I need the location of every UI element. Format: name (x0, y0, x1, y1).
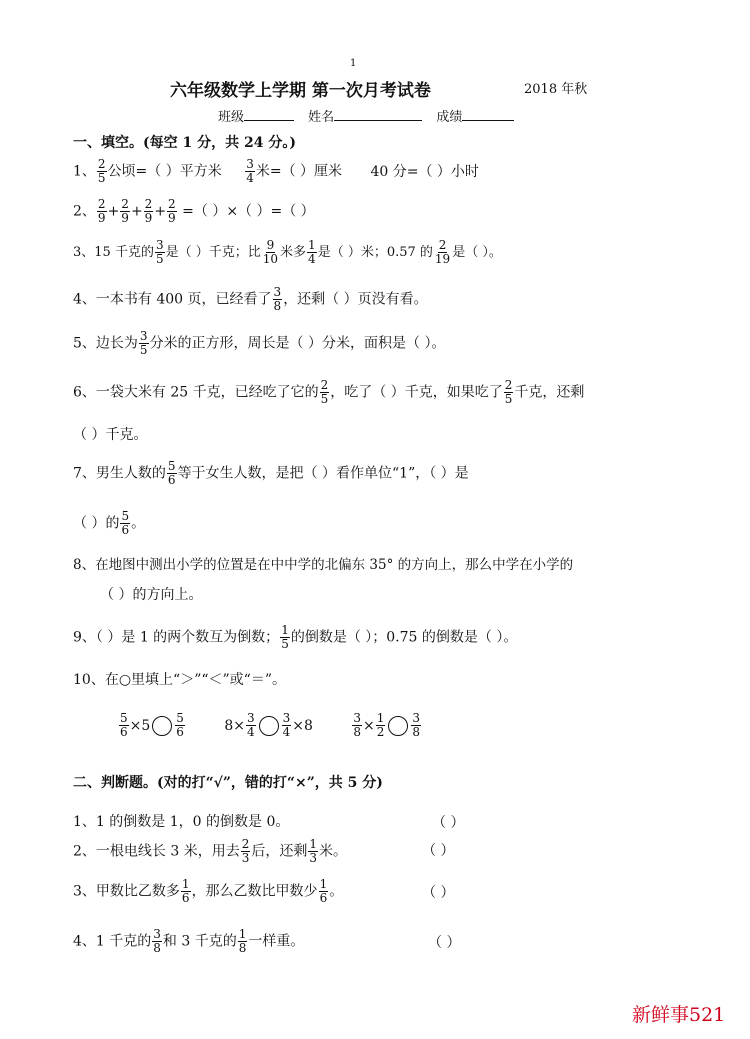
q-text: =（ ）×（ ）=（ ） (182, 203, 315, 220)
question-1-9: 9、（ ）是 1 的两个数互为倒数； $\frac{1}{5}$ 的倒数是（ ）；0.75 的倒数是（ ）。 (73, 623, 518, 651)
question-1-4: 4、一本书有 400 页，已经看了 $\frac{3}{8}$ ，还剩（ ）页没有看。 (73, 285, 428, 313)
score-label: 成绩 (436, 110, 463, 125)
question-1-10: 10、在○里填上“＞”“＜”或“＝”。 (73, 672, 286, 688)
score-blank[interactable] (462, 120, 514, 121)
page-number: 1 (350, 58, 357, 69)
watermark-text: 新鲜事521 (632, 1004, 726, 1026)
section1-title: 一、填空。(每空 1 分，共 24 分。) (73, 135, 296, 151)
answer-circle[interactable] (259, 716, 279, 736)
judge-answer-4[interactable]: （ ） (428, 935, 461, 951)
name-blank[interactable] (334, 120, 422, 121)
judge-question-1: 1、1 的倒数是 1，0 的倒数是 0。 (73, 814, 290, 830)
page-title: 六年级数学上学期 第一次月考试卷 (170, 81, 431, 101)
compare-expr-3: $\frac{3}{8}$ × $\frac{1}{2}$ $\frac{3}{8}$ (353, 711, 421, 739)
compare-expr-2: 8× $\frac{3}{4}$ $\frac{3}{4}$ ×8 (224, 711, 313, 739)
q-text: 40 分=（ ）小时 (370, 163, 479, 180)
judge-answer-2[interactable]: （ ） (422, 843, 455, 859)
fraction: $\frac{2}{9}$ (97, 197, 106, 225)
fraction: $\frac{2}{5}$ (97, 157, 106, 185)
judge-question-3: 3、甲数比乙数多 $\frac{1}{6}$ ，那么乙数比甲数少 $\frac{1}{6}$ 。 (73, 877, 344, 905)
question-1-2: 2、 $\frac{2}{9}$ + $\frac{2}{9}$ + $\frac{2}{9}$ + $\frac{2}{9}$ =（ ）×（ ）=（ ） (73, 197, 315, 225)
q-num: 2、 (73, 203, 96, 220)
term-label: 2018 年秋 (524, 82, 588, 97)
judge-question-2: 2、一根电线长 3 米，用去 $\frac{2}{3}$ 后，还剩 $\frac{1}{3}$ 米。 (73, 837, 348, 865)
judge-answer-3[interactable]: （ ） (422, 885, 455, 901)
fraction: $\frac{2}{9}$ (168, 197, 176, 225)
judge-question-4: 4、1 千克的 $\frac{3}{8}$ 和 3 千克的 $\frac{1}{8}$ 一样重。 (73, 927, 305, 955)
question-1-7-cont: （ ）的 $\frac{5}{6}$ 。 (73, 509, 146, 537)
section2-title: 二、判断题。(对的打“√”，错的打“×”，共 5 分) (73, 775, 383, 791)
answer-circle[interactable] (388, 716, 408, 736)
q-num: 1、 (73, 163, 96, 180)
q-text: 公顷=（ ）平方米 (107, 163, 222, 180)
question-1-3: 3、15 千克的 $\frac{3}{5}$ 是（ ）千克；比 $\frac{9}{10}$ 米多 $\frac{1}{4}$ 是（ ）米；0.57 的 $\frac{2}{19}$ 是（ ）。 (73, 238, 502, 266)
question-1-1 (73, 158, 479, 185)
judge-answer-1[interactable]: （ ） (432, 815, 465, 831)
question-1-6-cont: （ ）千克。 (73, 427, 148, 443)
fraction: $\frac{2}{9}$ (144, 197, 153, 225)
compare-expr-1: $\frac{5}{6}$ ×5 $\frac{5}{6}$ (120, 711, 184, 739)
question-1-5: 5、边长为 $\frac{3}{5}$ 分米的正方形，周长是（ ）分米，面积是（ ）。 (73, 329, 446, 357)
class-label: 班级 (218, 110, 245, 125)
fraction: $\frac{3}{4}$ (246, 157, 254, 185)
fraction: $\frac{2}{9}$ (121, 197, 129, 225)
question-1-8: 8、在地图中测出小学的位置是在中中学的北偏东 35° 的方向上，那么中学在小学的 (73, 557, 574, 573)
compare-expressions (118, 712, 422, 739)
answer-circle[interactable] (152, 716, 172, 736)
question-1-6: 6、一袋大米有 25 千克，已经吃了它的 $\frac{2}{5}$ ，吃了（ ）千克，如果吃了 $\frac{2}{5}$ 千克，还剩 (73, 378, 585, 406)
q-text: 米=（ ）厘米 (255, 163, 343, 180)
question-1-7: 7、男生人数的 $\frac{5}{6}$ 等于女生人数，是把（ ）看作单位“1”，（ ）是 (73, 459, 469, 487)
class-blank[interactable] (244, 120, 294, 121)
student-info-row (218, 106, 514, 125)
question-1-8-cont: （ ）的方向上。 (100, 587, 203, 603)
name-label: 姓名 (308, 110, 335, 125)
